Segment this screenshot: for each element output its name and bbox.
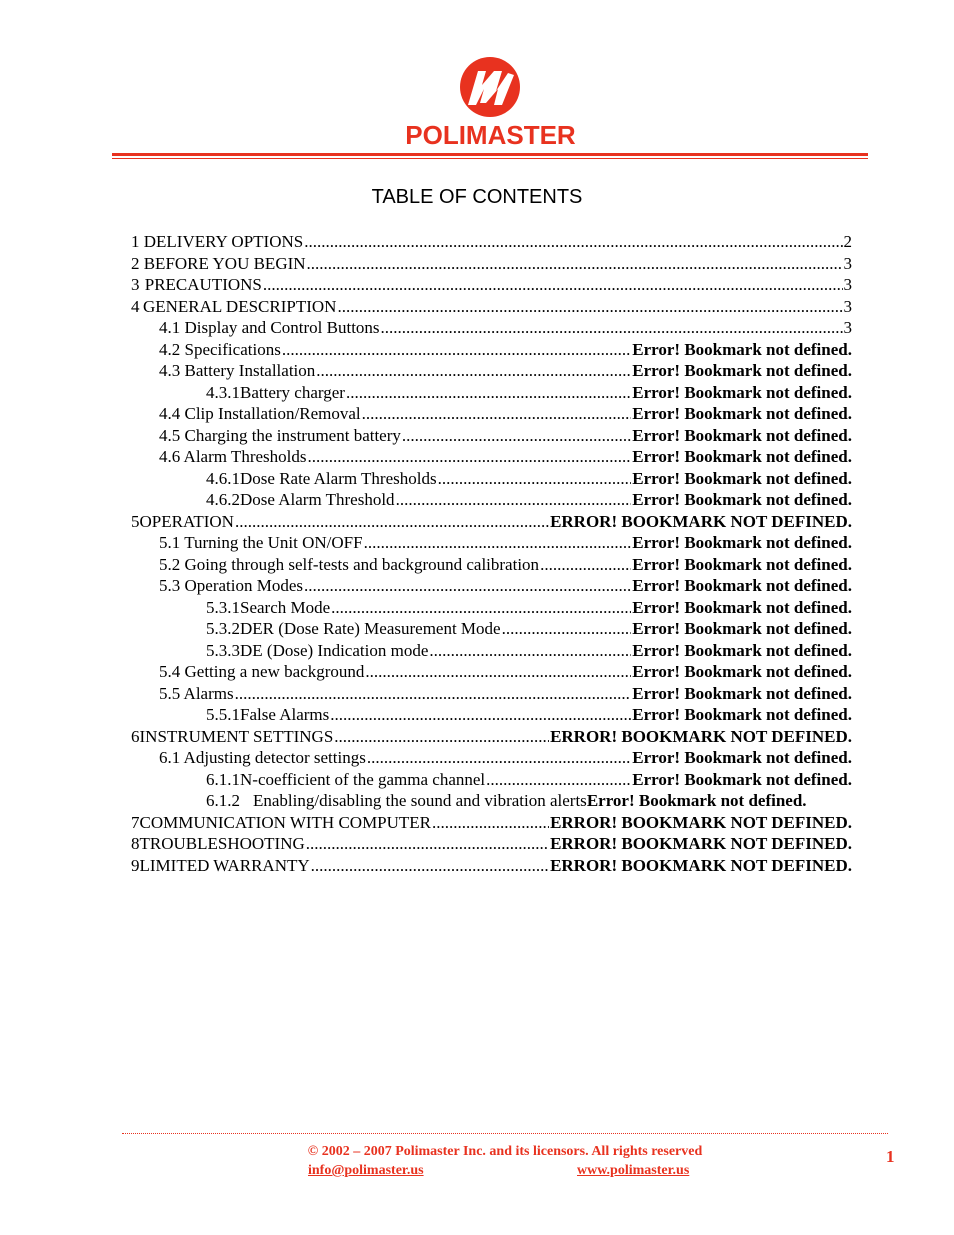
polimaster-logo-icon [398,55,583,125]
toc-dot-leader [381,317,843,338]
toc-entry-label: LIMITED WARRANTY [139,855,310,875]
toc-dot-leader [402,425,631,446]
toc-entry[interactable] [131,855,852,876]
toc-dot-leader [263,274,843,295]
toc-entry-number: 6.1.2 [206,791,240,810]
toc-entry-page: Error! Bookmark not defined. [632,748,852,767]
toc-entry[interactable] [206,704,852,725]
toc-dot-leader [304,231,842,252]
toc-entry-page: Error! Bookmark not defined. [632,683,852,703]
toc-entry-number: 4.6.1 [206,468,240,488]
toc-entry-page: Error! Bookmark not defined. [632,382,852,402]
toc-entry-page: Error! Bookmark not defined. [632,447,852,466]
toc-dot-leader [306,833,549,854]
toc-entry-page: Error! Bookmark not defined. [632,425,852,445]
toc-entry-label: 5.5 Alarms [159,683,234,703]
toc-entry-label: DELIVERY OPTIONS [143,232,304,251]
toc-dot-leader [432,812,549,833]
toc-entry-page: Error! Bookmark not defined. [632,640,852,660]
toc-entry-number: 2 [131,253,140,273]
toc-entry[interactable] [159,317,852,338]
header-rule [112,153,868,156]
toc-entry[interactable] [159,425,852,446]
toc-entry-label: 4.6 Alarm Thresholds [159,447,307,466]
toc-dot-leader [346,382,631,403]
toc-entry-label: 4.5 Charging the instrument battery [159,425,401,445]
toc-dot-leader [331,597,631,618]
page-number: 1 [886,1147,895,1166]
toc-entry-label: 4.1 Display and Control Buttons [159,318,380,337]
toc-entry[interactable] [206,640,852,661]
toc-entry[interactable] [206,382,852,403]
toc-entry-page: Error! Bookmark not defined. [632,619,852,638]
toc-entry-page: Error! Bookmark not defined. [632,769,852,789]
toc-entry-label: Dose Alarm Threshold [240,490,395,509]
toc-dot-leader [486,769,631,790]
page-title: TABLE OF CONTENTS [371,186,583,208]
toc-entry-page: Error! Bookmark not defined. [586,791,807,810]
toc-entry-number: 1 [131,232,140,251]
toc-entry-page: Error! Bookmark not defined. [632,490,852,509]
toc-dot-leader [304,575,631,596]
toc-entry-page: 3 [843,253,852,273]
toc-entry-number: 7 [131,812,140,832]
toc-dot-leader [364,532,632,553]
toc-entry-label: Battery charger [240,382,345,402]
toc-entry[interactable] [159,683,852,704]
toc-dot-leader [438,468,632,489]
toc-entry[interactable] [159,360,852,381]
toc-entry-number: 4.6.2 [206,490,240,509]
toc-entry[interactable] [131,726,852,747]
toc-entry-page: Error! Bookmark not defined. [632,533,852,552]
toc-entry[interactable] [131,296,852,317]
toc-entry[interactable] [159,339,852,360]
toc-dot-leader [330,704,631,725]
toc-entry-page: ERROR! BOOKMARK NOT DEFINED. [550,812,852,832]
footer-rule [122,1133,888,1134]
toc-entry-label: Search Mode [240,597,331,617]
toc-entry[interactable] [131,812,852,833]
toc-entry-number: 5.5.1 [206,705,240,724]
toc-entry[interactable] [131,511,852,532]
toc-entry-label: COMMUNICATION WITH COMPUTER [139,812,432,832]
toc-entry-label: PRECAUTIONS [144,275,262,294]
toc-entry-label: 4.3 Battery Installation [159,361,316,380]
toc-entry[interactable] [131,274,852,295]
toc-dot-leader [307,253,843,274]
toc-entry-page: Error! Bookmark not defined. [632,597,852,617]
toc-entry[interactable] [206,790,862,811]
toc-entry-number: 5.3.1 [206,597,240,617]
toc-dot-leader [540,554,631,575]
copyright-notice: © 2002 – 2007 Polimaster Inc. and its licensors. All rights reserved [307,1144,703,1159]
toc-entry-label: 5.3 Operation Modes [159,576,304,595]
toc-entry-label: BEFORE YOU BEGIN [143,253,306,273]
toc-entry[interactable] [131,231,852,252]
toc-dot-leader [316,360,631,381]
toc-entry-page: Error! Bookmark not defined. [632,404,852,423]
toc-entry[interactable] [206,468,852,489]
toc-entry-page: ERROR! BOOKMARK NOT DEFINED. [550,834,852,853]
toc-dot-leader [502,618,632,639]
toc-entry[interactable] [131,833,852,854]
toc-entry[interactable] [206,597,852,618]
toc-dot-leader [235,511,549,532]
toc-entry-number: 4 [131,296,140,316]
toc-dot-leader [334,726,549,747]
brand-name: POLIMASTER [405,120,576,150]
toc-entry-page: Error! Bookmark not defined. [632,339,852,359]
toc-dot-leader [282,339,631,360]
toc-dot-leader [362,403,632,424]
toc-entry-page: Error! Bookmark not defined. [632,576,852,595]
toc-entry-label: 5.4 Getting a new background [159,662,365,681]
toc-entry-page: Error! Bookmark not defined. [632,705,852,724]
toc-entry-number: 9 [131,855,140,875]
toc-entry-page: 2 [843,232,852,251]
toc-entry[interactable] [159,403,852,424]
toc-entry-page: ERROR! BOOKMARK NOT DEFINED. [550,855,852,875]
toc-entry-page: 3 [843,275,852,294]
toc-entry-number: 3 [131,275,140,294]
toc-entry[interactable] [206,489,852,510]
toc-entry-label: INSTRUMENT SETTINGS [139,726,334,746]
email-link[interactable]: info@polimaster.us [308,1163,424,1178]
toc-entry-label: GENERAL DESCRIPTION [142,296,337,316]
toc-entry-number: 8 [131,834,140,853]
toc-dot-leader [337,296,842,317]
toc-entry-label: 4.4 Clip Installation/Removal [159,404,361,423]
toc-entry-label: DE (Dose) Indication mode [240,640,429,660]
toc-entry-number: 5.3.3 [206,640,240,660]
toc-entry-number: 5 [131,511,140,531]
toc-entry-page: Error! Bookmark not defined. [632,662,852,681]
toc-dot-leader [367,747,631,768]
toc-entry-page: Error! Bookmark not defined. [632,554,852,574]
toc-entry-label: 4.2 Specifications [159,339,281,359]
toc-entry-label: 5.2 Going through self-tests and background calibration [159,554,540,574]
toc-dot-leader [365,661,631,682]
toc-entry-label: 5.1 Turning the Unit ON/OFF [159,533,363,552]
toc-entry-page: Error! Bookmark not defined. [632,361,852,380]
toc-dot-leader [235,683,632,704]
toc-dot-leader [429,640,631,661]
toc-entry-label: TROUBLESHOOTING [139,834,305,853]
toc-entry-label: Dose Rate Alarm Thresholds [240,468,437,488]
toc-dot-leader [396,489,632,510]
toc-entry[interactable] [159,661,852,682]
toc-entry-page: Error! Bookmark not defined. [632,468,852,488]
toc-dot-leader [307,446,631,467]
toc-entry-page: 3 [843,296,852,316]
toc-entry-number: 6.1.1 [206,769,240,789]
header-rule-thin [112,158,868,159]
website-link[interactable]: www.polimaster.us [577,1163,690,1178]
toc-entry-number: 6 [131,726,140,746]
toc-entry-label: N-coefficient of the gamma channel [240,769,486,789]
toc-entry[interactable] [159,575,852,596]
toc-entry-page: ERROR! BOOKMARK NOT DEFINED. [550,726,852,746]
toc-entry-page: 3 [843,318,852,337]
toc-entry[interactable] [159,446,852,467]
toc-entry[interactable] [131,253,852,274]
toc-entry-label: OPERATION [139,511,234,531]
toc-entry-label: DER (Dose Rate) Measurement Mode [240,619,501,638]
toc-entry[interactable] [206,618,852,639]
toc-entry-number: 5.3.2 [206,619,240,638]
toc-entry[interactable] [206,769,852,790]
toc-entry-label: 6.1 Adjusting detector settings [159,748,366,767]
toc-entry[interactable] [159,554,852,575]
toc-entry-label: Enabling/disabling the sound and vibration alerts [253,791,587,810]
toc-dot-leader [311,855,549,876]
toc-entry[interactable] [159,747,852,768]
toc-entry[interactable] [159,532,852,553]
toc-entry-number: 4.3.1 [206,382,240,402]
toc-entry-page: ERROR! BOOKMARK NOT DEFINED. [550,511,852,531]
toc-entry-label: False Alarms [240,705,330,724]
